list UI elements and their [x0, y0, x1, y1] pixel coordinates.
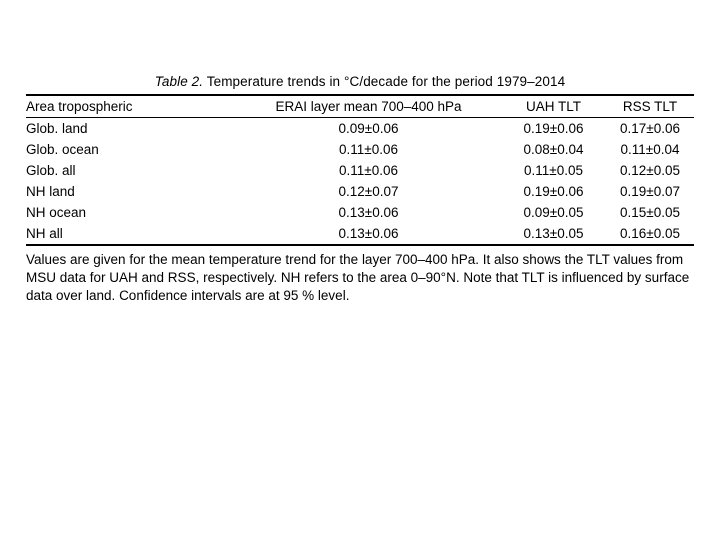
- cell-rss: 0.15±0.05: [620, 205, 680, 220]
- table-header-row: [26, 95, 694, 118]
- table-caption-text: Temperature trends in °C/decade for the period 1979–2014: [203, 74, 566, 89]
- cell-rss: 0.11±0.04: [620, 142, 680, 157]
- cell-area: Glob. all: [26, 163, 76, 178]
- table-row: [26, 202, 694, 223]
- cell-erai: 0.13±0.06: [338, 205, 399, 220]
- cell-erai: 0.13±0.06: [236, 223, 501, 245]
- cell-uah: 0.13±0.05: [501, 223, 606, 245]
- cell-area: Glob. ocean: [26, 142, 99, 157]
- cell-area: NH land: [26, 184, 75, 199]
- cell-rss: 0.16±0.05: [606, 223, 694, 245]
- cell-area: Glob. land: [26, 121, 88, 136]
- table-row: [26, 139, 694, 160]
- cell-rss: 0.12±0.05: [620, 163, 680, 178]
- table-row: [26, 181, 694, 202]
- temperature-trends-table: [26, 94, 694, 246]
- cell-uah: 0.19±0.06: [523, 121, 584, 136]
- table-body: [26, 118, 694, 246]
- column-header-uah: UAH TLT: [501, 95, 606, 118]
- cell-erai: 0.11±0.06: [339, 163, 398, 178]
- cell-erai: 0.11±0.06: [339, 142, 398, 157]
- column-header-erai: ERAI layer mean 700–400 hPa: [236, 95, 501, 118]
- table-caption: [26, 74, 694, 94]
- column-header-rss: RSS TLT: [606, 95, 694, 118]
- table-header: [26, 95, 694, 118]
- cell-rss: 0.19±0.07: [620, 184, 680, 199]
- table-footnote: Values are given for the mean temperature trend for the layer 700–400 hPa. It also shows the TLT values from MSU data for UAH and RSS, respectively. NH refers to the area 0–90°N. Note that TLT is influenced by surface data over land. Confidence intervals are at 95 % level.: [26, 252, 690, 303]
- cell-erai: 0.09±0.06: [338, 121, 399, 136]
- cell-erai: 0.12±0.07: [338, 184, 399, 199]
- cell-area: NH ocean: [26, 205, 87, 220]
- table-2-block: [26, 74, 694, 304]
- cell-area: NH all: [26, 223, 236, 245]
- cell-uah: 0.08±0.04: [523, 142, 584, 157]
- table-row: [26, 223, 694, 245]
- table-caption-label: Table 2.: [154, 74, 204, 89]
- cell-rss: 0.17±0.06: [620, 121, 680, 136]
- cell-uah: 0.09±0.05: [523, 205, 584, 220]
- cell-uah: 0.19±0.06: [523, 184, 584, 199]
- cell-uah: 0.11±0.05: [524, 163, 583, 178]
- table-row: [26, 118, 694, 140]
- table-row: [26, 160, 694, 181]
- column-header-area: Area tropospheric: [26, 95, 236, 118]
